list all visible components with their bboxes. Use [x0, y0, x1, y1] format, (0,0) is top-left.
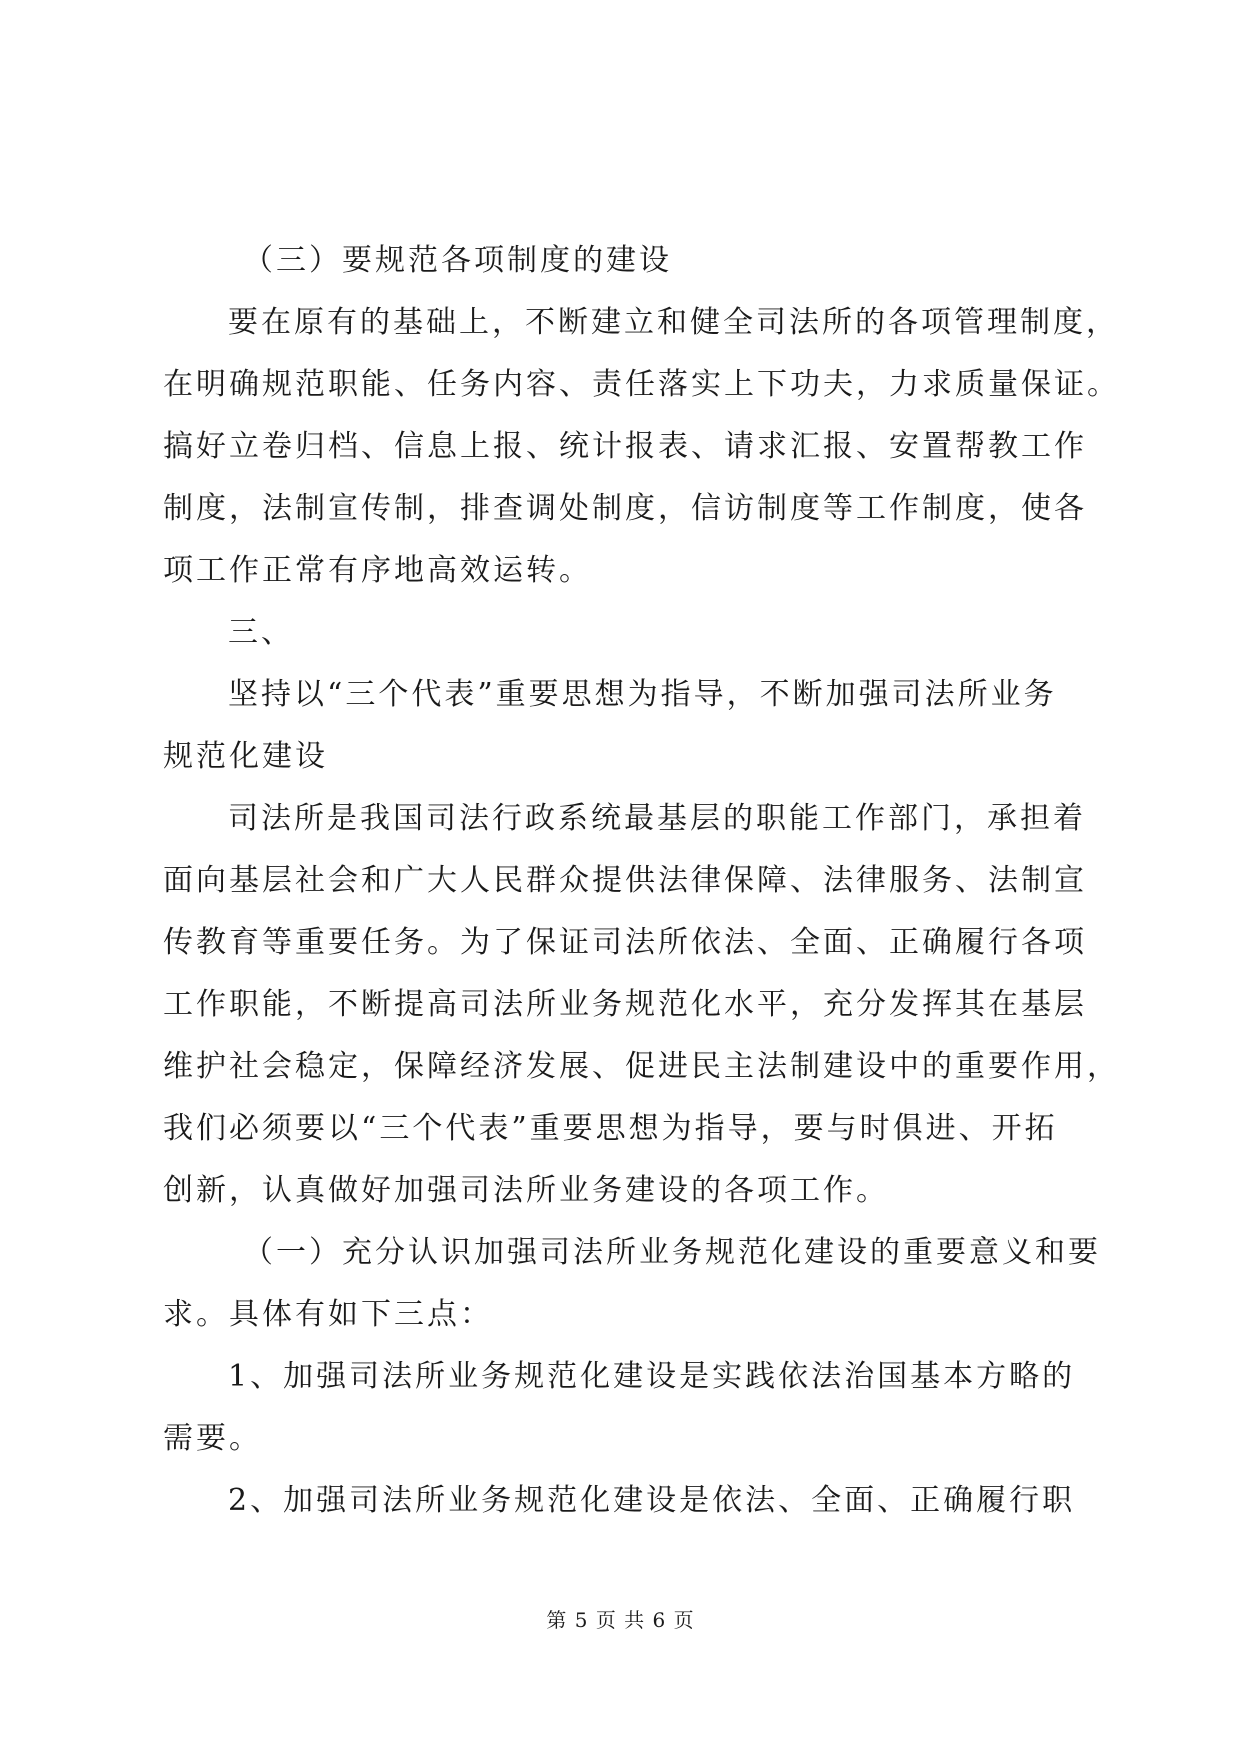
paragraph-line: 制度，法制宣传制，排查调处制度，信访制度等工作制度，使各	[163, 491, 1087, 526]
list-item-2: 2、加强司法所业务规范化建设是依法、全面、正确履行职	[228, 1483, 1076, 1518]
section-title-line: 坚持以“三个代表”重要思想为指导，不断加强司法所业务	[228, 677, 1057, 712]
paragraph-line: 在明确规范职能、任务内容、责任落实上下功夫，力求质量保证。	[163, 367, 1120, 402]
paragraph-line: 项工作正常有序地高效运转。	[163, 553, 592, 588]
subsection-heading-1: （一）充分认识加强司法所业务规范化建设的重要意义和要	[243, 1235, 1101, 1270]
document-body	[163, 230, 1120, 1532]
paragraph-line: 搞好立卷归档、信息上报、统计报表、请求汇报、安置帮教工作	[163, 429, 1087, 464]
paragraph-line: 要在原有的基础上，不断建立和健全司法所的各项管理制度，	[228, 305, 1119, 340]
section-number: 三、	[228, 615, 294, 650]
list-item-1: 1、加强司法所业务规范化建设是实践依法治国基本方略的	[228, 1359, 1076, 1394]
paragraph-line: 创新，认真做好加强司法所业务建设的各项工作。	[163, 1173, 889, 1208]
paragraph-line: 司法所是我国司法行政系统最基层的职能工作部门，承担着	[228, 801, 1086, 836]
page-footer: 第 5 页 共 6 页	[546, 1608, 695, 1632]
paragraph-line: 我们必须要以“三个代表”重要思想为指导，要与时俱进、开拓	[163, 1111, 1058, 1146]
section-heading-3: （三）要规范各项制度的建设	[243, 243, 672, 278]
paragraph-line: 传教育等重要任务。为了保证司法所依法、全面、正确履行各项	[163, 925, 1087, 960]
paragraph-line: 工作职能，不断提高司法所业务规范化水平，充分发挥其在基层	[163, 987, 1087, 1022]
paragraph-line: 维护社会稳定，保障经济发展、促进民主法制建设中的重要作用，	[163, 1049, 1120, 1084]
section-title-line: 规范化建设	[163, 739, 328, 774]
paragraph-line: 面向基层社会和广大人民群众提供法律保障、法律服务、法制宣	[163, 863, 1087, 898]
paragraph-line: 求。具体有如下三点：	[163, 1297, 493, 1332]
list-item-1-cont: 需要。	[163, 1421, 262, 1456]
